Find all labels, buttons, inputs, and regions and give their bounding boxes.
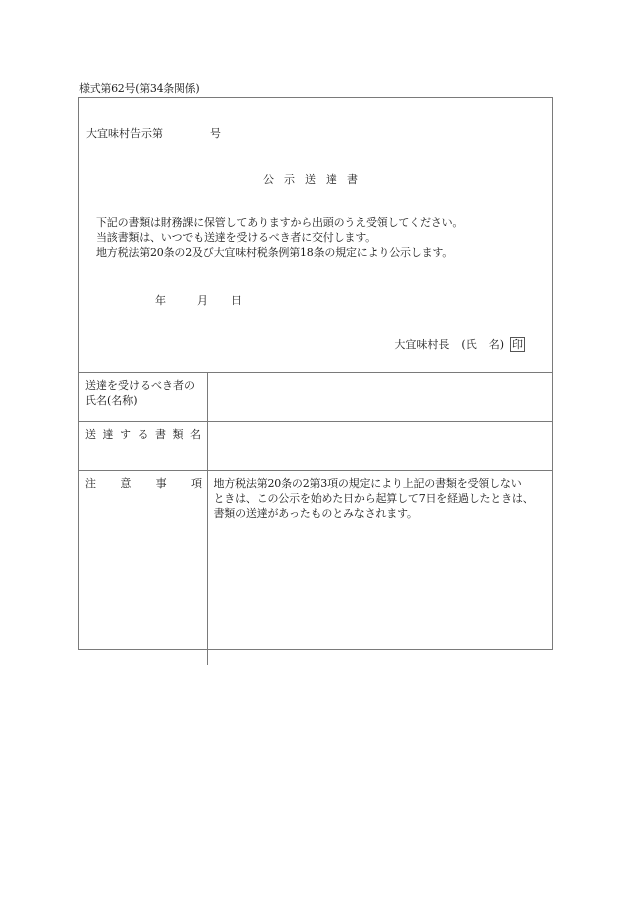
month-label: 月 [197,294,208,307]
label-char: 書 [155,428,166,441]
document-title [79,171,552,187]
title-char: 示 [284,173,305,186]
label-char: 注 [85,477,96,490]
fields-table [79,372,552,665]
notice-number [86,125,221,141]
table-row [79,471,552,666]
notice-body [96,215,463,260]
body-line: 当該書類は、いつでも送達を受けるべき者に交付します。 [96,231,376,244]
signature-line [394,336,525,352]
notice-number-prefix: 大宜味村告示第 [86,127,163,140]
year-label: 年 [155,294,166,307]
document-name-label [79,422,207,471]
label-char: す [120,428,131,441]
note-line: 書類の送達があったものとみなされます。 [213,507,418,520]
label-char: 名 [190,428,201,441]
date-line [155,292,242,308]
note-line: ときは、この公示を始めた日から起算して7日を経過したときは、 [213,492,534,505]
label-char: 意 [120,477,132,490]
signer-title: 大宜味村長 [394,338,450,351]
label-char: 項 [190,477,202,490]
label-char: 送 [85,428,96,441]
seal-icon: 印 [512,337,523,351]
name-close: 名) [488,338,504,351]
document-name-field[interactable] [207,422,552,471]
title-char: 達 [326,173,347,186]
note-line: 地方税法第20条の2第3項の規定により上記の書類を受領しない [213,477,522,490]
label-char: 事 [155,477,167,490]
label-char: 達 [102,428,114,441]
notice-document-frame [78,97,553,650]
title-char: 送 [305,173,326,186]
label-char: 類 [172,428,184,441]
signer-name-label [461,336,504,352]
title-char: 書 [347,173,368,186]
label-line: 送達を受けるべき者の [85,379,195,392]
notes-text [207,471,552,666]
body-line: 下記の書類は財務課に保管してありますから出頭のうえ受領してください。 [96,216,464,229]
recipient-name-field[interactable] [207,373,552,422]
recipient-name-label [79,373,207,422]
body-line: 地方税法第20条の2及び大宜味村税条例第18条の規定により公示します。 [96,246,454,259]
title-char: 公 [263,173,284,186]
table-row [79,373,552,422]
name-open: (氏 [461,338,477,351]
table-row [79,422,552,471]
notes-label [79,471,207,666]
form-number: 様式第62号(第34条関係) [79,82,200,95]
day-label: 日 [231,294,242,307]
label-char: る [137,428,149,441]
label-line: 氏名(名称) [85,394,138,407]
notice-number-suffix: 号 [210,127,221,140]
